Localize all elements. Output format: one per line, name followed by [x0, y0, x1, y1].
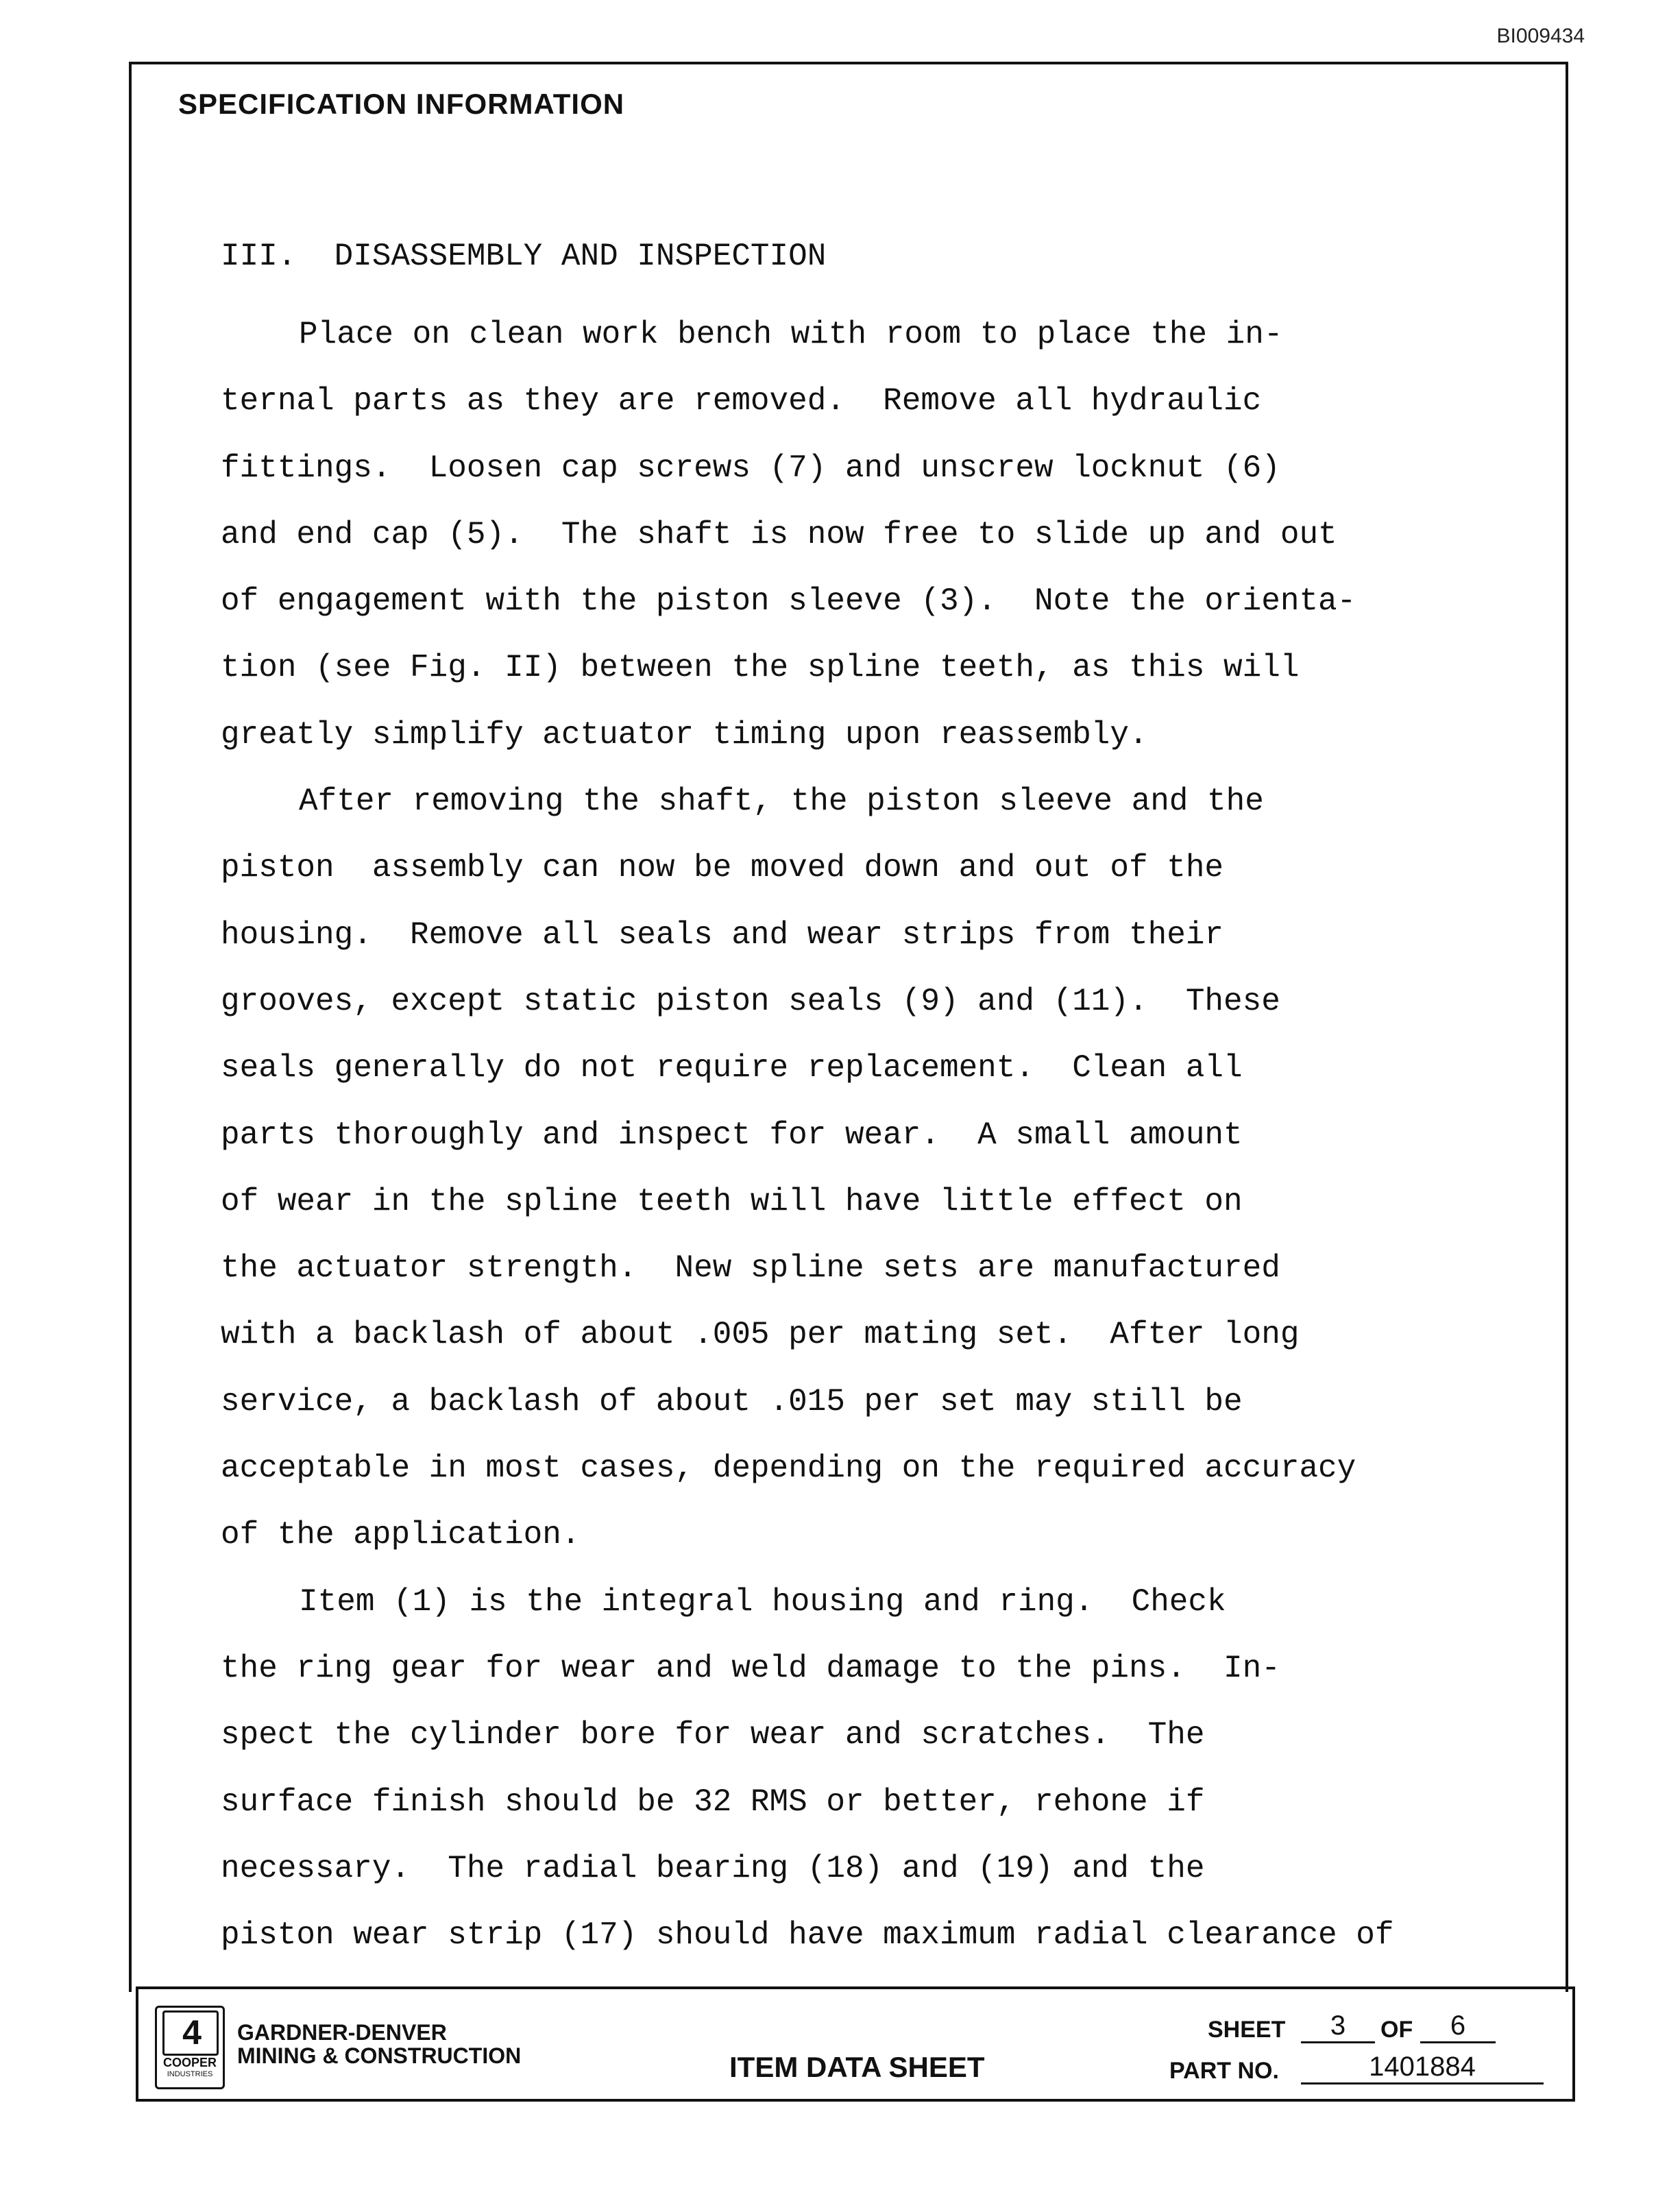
sheet-row — [1208, 2010, 1564, 2051]
of-label: OF — [1380, 2017, 1413, 2043]
part-number: 1401884 — [1301, 2051, 1544, 2084]
text-line: necessary. The radial bearing (18) and (19) and the — [221, 1850, 1205, 1886]
text-line: grooves, except static piston seals (9) and (11). These — [221, 983, 1280, 1019]
document-id: BI009434 — [1496, 25, 1585, 47]
company-name — [237, 2021, 521, 2067]
text-line: of wear in the spline teeth will have little effect on — [221, 1183, 1243, 1219]
text-line: parts thoroughly and inspect for wear. A small amount — [221, 1117, 1243, 1153]
page-title: SPECIFICATION INFORMATION — [178, 88, 625, 120]
text-line: tion (see Fig. II) between the spline teeth, as this will — [221, 650, 1300, 686]
text-line: Place on clean work bench with room to place the in- — [299, 317, 1283, 352]
title-block — [136, 1986, 1575, 2102]
text-line: surface finish should be 32 RMS or better, rehone if — [221, 1784, 1205, 1820]
company-logo — [155, 2006, 225, 2089]
part-row — [1169, 2051, 1564, 2092]
text-line: Item (1) is the integral housing and ring. Check — [299, 1583, 1226, 1620]
sheet-info — [1169, 2010, 1564, 2092]
section-title: III. DISASSEMBLY AND INSPECTION — [221, 239, 827, 274]
sheet-title: ITEM DATA SHEET — [729, 2051, 985, 2083]
body-text — [221, 302, 1468, 1969]
logo-text: COOPER — [162, 2056, 217, 2069]
text-line: greatly simplify actuator timing upon reassembly. — [221, 716, 1148, 753]
text-line: housing. Remove all seals and wear strips from their — [221, 916, 1224, 953]
text-line: of the application. — [221, 1517, 581, 1553]
text-line: service, a backlash of about .015 per set may still be — [221, 1383, 1243, 1420]
sheet-label: SHEET — [1208, 2017, 1286, 2043]
text-line: acceptable in most cases, depending on the required accuracy — [221, 1450, 1356, 1487]
text-line: and end cap (5). The shaft is now free to slide up and out — [221, 516, 1337, 552]
text-line: of engagement with the piston sleeve (3). Note the orienta- — [221, 583, 1356, 620]
text-line: piston assembly can now be moved down and out of the — [221, 850, 1224, 886]
text-line: piston wear strip (17) should have maximum radial clearance of — [221, 1917, 1394, 1954]
logo-subtext: INDUSTRIES — [167, 2070, 213, 2078]
sheet-total: 6 — [1420, 2010, 1496, 2043]
company-name-line1: GARDNER-DENVER — [237, 2020, 447, 2045]
text-line: the ring gear for wear and weld damage to the pins. In- — [221, 1650, 1280, 1686]
logo-mark: 4 — [162, 2010, 219, 2056]
text-line: seals generally do not require replacement. Clean all — [221, 1050, 1243, 1086]
text-line: fittings. Loosen cap screws (7) and unscrew locknut (6) — [221, 450, 1280, 486]
text-line: ternal parts as they are removed. Remove all hydraulic — [221, 383, 1262, 420]
text-line: the actuator strength. New spline sets are manufactured — [221, 1250, 1280, 1287]
part-number-label: PART NO. — [1169, 2058, 1279, 2084]
text-line: spect the cylinder bore for wear and scratches. The — [221, 1717, 1205, 1753]
text-line: with a backlash of about .005 per mating set. After long — [221, 1317, 1300, 1353]
sheet-number: 3 — [1301, 2010, 1375, 2043]
text-line: After removing the shaft, the piston sleeve and the — [299, 783, 1264, 820]
company-name-line2: MINING & CONSTRUCTION — [237, 2043, 522, 2068]
